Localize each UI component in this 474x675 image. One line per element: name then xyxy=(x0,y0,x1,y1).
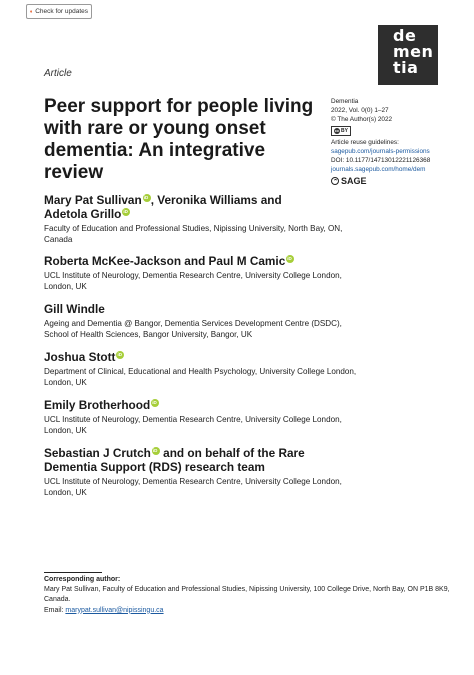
journal-logo xyxy=(378,25,438,85)
author-names-2 xyxy=(44,254,364,268)
logo-line-3: tia xyxy=(393,58,419,77)
author-name-2: Roberta McKee-Jackson and Paul M Camic xyxy=(44,254,286,268)
orcid-icon[interactable] xyxy=(151,399,159,407)
author-names-6 xyxy=(44,446,364,474)
author-block-3 xyxy=(44,302,364,340)
check-for-updates-button[interactable] xyxy=(26,4,92,19)
author-names-3 xyxy=(44,302,364,316)
author-name-sullivan: Mary Pat Sullivan xyxy=(44,193,142,207)
article-title: Peer support for people living with rare or young onset dementia: An integrative review xyxy=(44,96,314,183)
author-block-2 xyxy=(44,254,364,292)
logo-line-1: de xyxy=(393,26,417,45)
corresponding-heading: Corresponding author: xyxy=(44,576,121,583)
check-for-updates-icon xyxy=(30,7,32,16)
email-link[interactable]: marypat.sullivan@nipissingu.ca xyxy=(65,606,164,614)
sage-logo xyxy=(331,176,471,186)
orcid-icon[interactable] xyxy=(116,351,124,359)
author-block-4 xyxy=(44,350,364,388)
article-metadata xyxy=(331,97,471,186)
author-name-5: Emily Brotherhood xyxy=(44,398,151,412)
author-name-crutch: Sebastian J Crutch xyxy=(44,446,151,460)
reuse-label: Article reuse guidelines: xyxy=(331,138,399,146)
volume-info: 2022, Vol. 0(0) 1–27 xyxy=(331,107,389,115)
email-line xyxy=(44,606,464,616)
author-block-6 xyxy=(44,446,364,498)
corresponding-text: Mary Pat Sullivan, Faculty of Education and Professional Studies, Nipissing University, 100 College Drive, North Bay, ON P1B 8K9, Canada. xyxy=(44,586,450,604)
footnote-rule xyxy=(44,572,102,573)
affiliation-3: Ageing and Dementia @ Bangor, Dementia Services Development Centre (DSDC), School of Health Sciences, Bangor University, Bangor, UK xyxy=(44,319,342,339)
journal-name: Dementia xyxy=(331,98,359,105)
orcid-icon[interactable] xyxy=(286,255,294,263)
corresponding-author xyxy=(44,575,464,616)
check-for-updates-label: Check for updates xyxy=(35,8,88,15)
email-label: Email: xyxy=(44,606,64,614)
affiliation-2: UCL Institute of Neurology, Dementia Research Centre, University College London, London, UK xyxy=(44,271,342,291)
author-name-grillo: Adetola Grillo xyxy=(44,207,122,221)
publisher-name: SAGE xyxy=(341,176,367,187)
sage-mark-icon xyxy=(331,177,339,185)
orcid-icon[interactable] xyxy=(122,208,130,216)
affiliation-4: Department of Clinical, Educational and Health Psychology, University College London, London, UK xyxy=(44,367,357,387)
orcid-icon[interactable] xyxy=(152,447,160,455)
doi[interactable]: DOI: 10.1177/14713012221126368 xyxy=(331,157,431,165)
orcid-icon[interactable] xyxy=(143,194,151,202)
journal-link[interactable]: journals.sagepub.com/home/dem xyxy=(331,166,426,174)
article-type: Article xyxy=(44,68,72,79)
reuse-link[interactable]: sagepub.com/journals-permissions xyxy=(331,147,430,155)
author-names-1 xyxy=(44,193,364,221)
author-name-williams: , Veronika Williams and xyxy=(150,193,282,207)
logo-line-2: men xyxy=(393,42,434,61)
author-block-1 xyxy=(44,193,364,245)
author-name-rds-team: Dementia Support (RDS) research team xyxy=(44,460,265,474)
affiliation-6: UCL Institute of Neurology, Dementia Research Centre, University College London, London, UK xyxy=(44,477,342,497)
author-names-4 xyxy=(44,350,364,364)
copyright: © The Author(s) 2022 xyxy=(331,116,393,124)
affiliation-5: UCL Institute of Neurology, Dementia Research Centre, University College London, London, UK xyxy=(44,415,342,435)
cc-by-icon[interactable]: cc BY xyxy=(331,126,351,136)
author-name-3: Gill Windle xyxy=(44,302,105,316)
author-names-5 xyxy=(44,398,364,412)
affiliation-1: Faculty of Education and Professional Studies, Nipissing University, North Bay, ON, Canada xyxy=(44,224,343,244)
author-block-5 xyxy=(44,398,364,436)
author-name-rds: and on behalf of the Rare xyxy=(159,446,305,460)
author-name-4: Joshua Stott xyxy=(44,350,116,364)
